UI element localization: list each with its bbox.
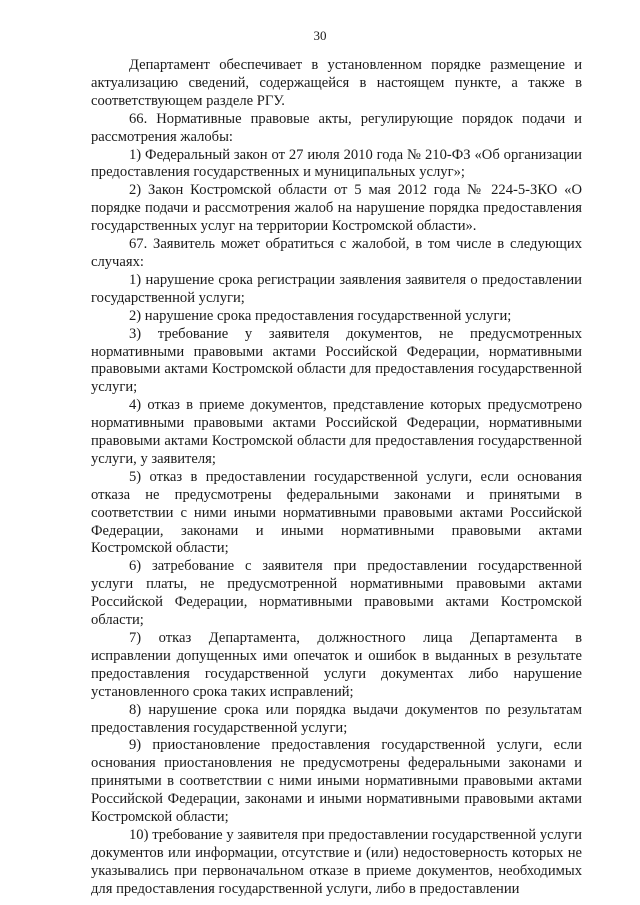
list-item-1: 1) нарушение срока регистрации заявления заявителя о предоставлении государственной услуги; [91, 271, 582, 306]
list-item-8: 8) нарушение срока или порядка выдачи документов по результатам предоставления государственной услуги; [91, 701, 582, 736]
list-item-10: 10) требование у заявителя при предоставлении государственной услуги документов или информации, отсутствие и (или) недостоверность которых не указывались при первоначальном отказе в приеме документов, необходимых для предоставления государственной услуги, либо в предоставлении [91, 826, 582, 897]
list-item-7: 7) отказ Департамента, должностного лица Департамента в исправлении допущенных ими опечаток и ошибок в выданных в результате предоставления государственной услуги документах либо нарушение установленного срока таких исправлений; [91, 630, 582, 700]
list-item-4: 4) отказ в приеме документов, представление которых предусмотрено нормативными правовыми актами Российской Федерации, нормативными правовыми актами Костромской области для предоставления государственной услуги, у заявителя; [91, 397, 582, 467]
paragraph-item-66: 66. Нормативные правовые акты, регулирующие порядок подачи и рассмотрения жалобы: [91, 110, 582, 145]
list-item-6: 6) затребование с заявителя при предоставлении государственной услуги платы, не предусмотренной нормативными правовыми актами Российской Федерации, нормативными правовыми актами Костромской области; [91, 558, 582, 629]
list-item-9: 9) приостановление предоставления государственной услуги, если основания приостановления не предусмотрены федеральными законами и принятыми в соответствии с ними иными нормативными правовыми актами Российской Федерации, законами и иными нормативными правовыми актами Костромской области; [91, 737, 582, 826]
paragraph-item-67: 67. Заявитель может обратиться с жалобой, в том числе в следующих случаях: [91, 236, 582, 270]
document-body [91, 57, 582, 899]
list-item-3: 3) требование у заявителя документов, не предусмотренных нормативными правовыми актами Российской Федерации, нормативными правовыми актами Костромской области для предоставления государственной услуги; [91, 325, 582, 396]
list-item-2: 2) нарушение срока предоставления государственной услуги; [129, 307, 512, 324]
list-item-5: 5) отказ в предоставлении государственной услуги, если основания отказа не предусмотрены федеральными законами и принятыми в соответствии с ними иными нормативными правовыми актами Российской Федерации, законами и иными нормативными правовыми актами Костромской области; [91, 468, 582, 557]
paragraph-regional-law: 2) Закон Костромской области от 5 мая 2012 года № 224-5-ЗКО «О порядке подачи и рассмотрения жалоб на нарушение порядка предоставления государственных услуг на территории Костромской области». [91, 182, 582, 235]
paragraph-federal-law: 1) Федеральный закон от 27 июля 2010 года № 210-ФЗ «Об организации предоставления государственных и муниципальных услуг»; [91, 146, 582, 181]
page-number: 30 [313, 28, 327, 43]
paragraph-placement-info: Департамент обеспечивает в установленном порядке размещение и актуализацию сведений, содержащейся в настоящем пункте, а также в соответствующем разделе РГУ. [91, 57, 582, 109]
